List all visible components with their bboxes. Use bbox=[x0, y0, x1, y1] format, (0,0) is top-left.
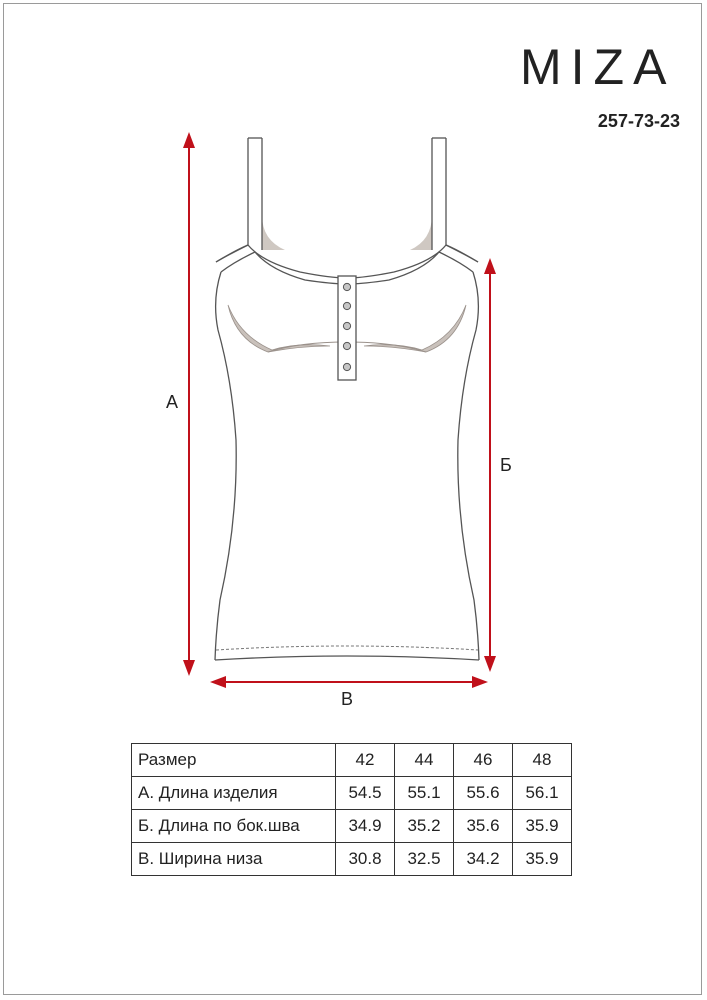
body-left-side bbox=[215, 272, 236, 660]
button-3 bbox=[343, 322, 350, 329]
strap-right bbox=[432, 138, 446, 250]
cell-value: 30.8 bbox=[336, 843, 395, 876]
size-42: 42 bbox=[336, 744, 395, 777]
brand-logo: MIZA bbox=[520, 39, 676, 95]
button-4 bbox=[343, 342, 350, 349]
neckline-band bbox=[216, 245, 478, 278]
bust-shade-right bbox=[364, 305, 466, 352]
size-table-header bbox=[132, 744, 572, 777]
row-label: А. Длина изделия bbox=[132, 777, 336, 810]
body-right-side bbox=[458, 272, 479, 660]
button-1 bbox=[343, 283, 350, 290]
dimension-arrow-b bbox=[484, 258, 496, 672]
article-code: 257-73-23 bbox=[597, 111, 680, 131]
table-row bbox=[132, 777, 572, 810]
row-label: Б. Длина по бок.шва bbox=[132, 810, 336, 843]
size-46: 46 bbox=[454, 744, 513, 777]
cell-value: 32.5 bbox=[395, 843, 454, 876]
header-label: Размер bbox=[132, 744, 336, 777]
row-label: В. Ширина низа bbox=[132, 843, 336, 876]
size-48: 48 bbox=[513, 744, 572, 777]
table-row bbox=[132, 843, 572, 876]
back-shade-right bbox=[410, 150, 432, 250]
cell-value: 34.2 bbox=[454, 843, 513, 876]
neckline-band-outer bbox=[216, 245, 478, 262]
dimension-label-a: А bbox=[166, 392, 179, 412]
cell-value: 34.9 bbox=[336, 810, 395, 843]
cell-value: 35.6 bbox=[454, 810, 513, 843]
cell-value: 35.9 bbox=[513, 810, 572, 843]
size-table bbox=[131, 743, 572, 876]
button-5 bbox=[343, 363, 350, 370]
cell-value: 55.6 bbox=[454, 777, 513, 810]
button-2 bbox=[343, 302, 350, 309]
dimension-arrow-a bbox=[183, 132, 195, 676]
bust-shade-left bbox=[228, 305, 330, 352]
hem-stitch bbox=[216, 646, 478, 650]
cell-value: 55.1 bbox=[395, 777, 454, 810]
cell-value: 54.5 bbox=[336, 777, 395, 810]
cell-value: 35.2 bbox=[395, 810, 454, 843]
cell-value: 35.9 bbox=[513, 843, 572, 876]
strap-left bbox=[248, 138, 262, 250]
back-shade-left bbox=[262, 150, 285, 250]
table-row bbox=[132, 810, 572, 843]
cell-value: 56.1 bbox=[513, 777, 572, 810]
dimension-label-b: Б bbox=[500, 455, 512, 475]
hem-line bbox=[215, 656, 479, 660]
dimension-arrow-c bbox=[210, 676, 488, 688]
dimension-label-c: В bbox=[341, 689, 354, 709]
size-44: 44 bbox=[395, 744, 454, 777]
